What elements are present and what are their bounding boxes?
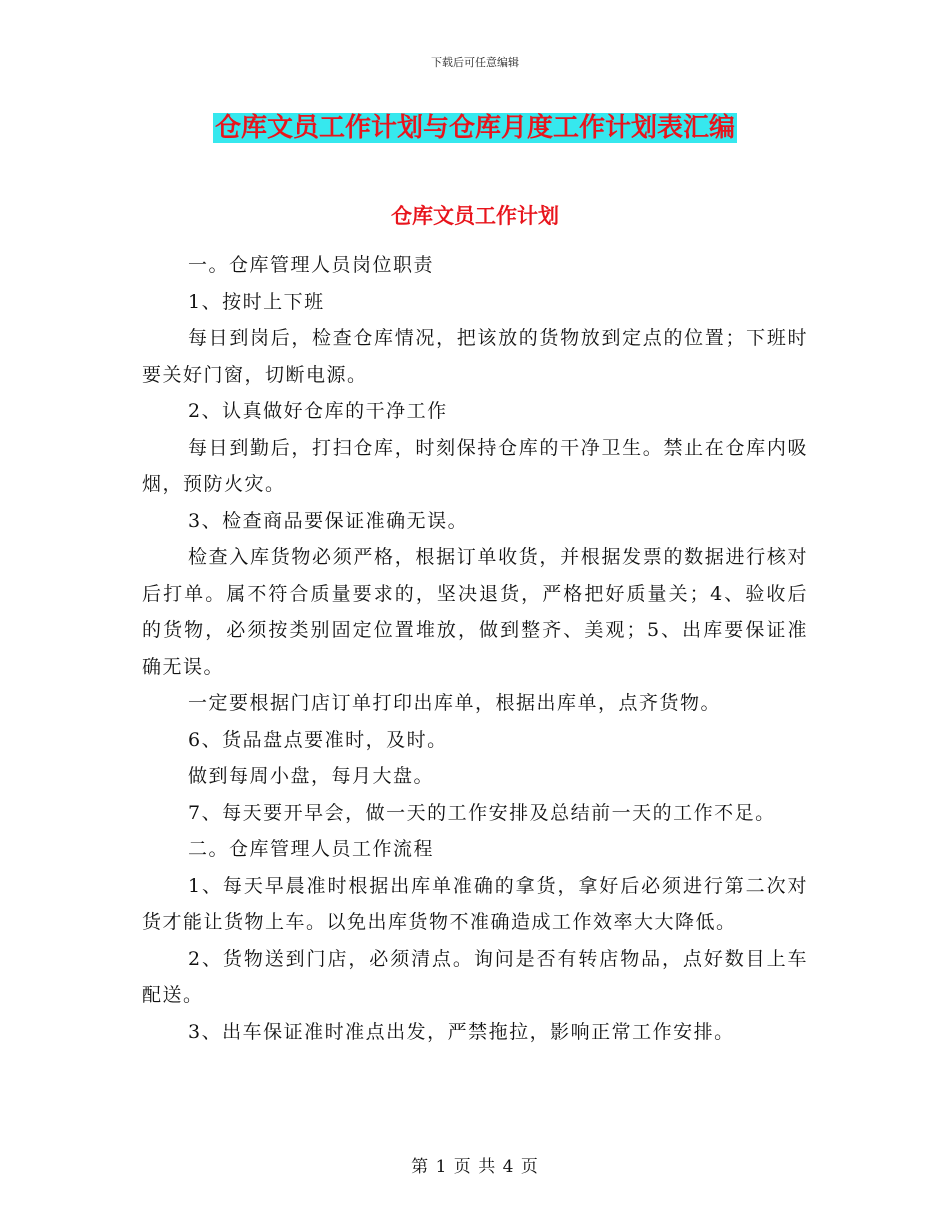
paragraph: 3、检查商品要保证准确无误。 <box>188 509 469 532</box>
paragraph: 一定要根据门店订单打印出库单，根据出库单，点齐货物。 <box>188 692 722 714</box>
paragraph: 一。仓库管理人员岗位职责 <box>188 254 435 276</box>
paragraph: 6、货品盘点要准时，及时。 <box>188 728 448 751</box>
paragraph: 3、出车保证准时准点出发，严禁拖拉，影响正常工作安排。 <box>188 1020 735 1043</box>
section-title: 仓库文员工作计划 <box>391 203 559 228</box>
paragraph: 二。仓库管理人员工作流程 <box>188 838 435 860</box>
page-header-note: 下载后可任意编辑 <box>431 56 519 69</box>
paragraph: 7、每天要开早会，做一天的工作安排及总结前一天的工作不足。 <box>188 801 776 824</box>
document-title <box>0 110 950 146</box>
paragraph: 2、认真做好仓库的干净工作 <box>188 400 448 422</box>
page-number-footer: 第 1 页 共 4 页 <box>411 1157 539 1177</box>
paragraph: 1、按时上下班 <box>188 290 325 313</box>
paragraph: 每日到岗后，检查仓库情况，把该放的货物放到定点的位置；下班时要关好门窗，切断电源。 <box>142 327 808 386</box>
document-body <box>142 247 808 1050</box>
paragraph: 做到每周小盘，每月大盘。 <box>188 765 435 787</box>
paragraph: 2、货物送到门店，必须清点。询问是否有转店物品，点好数目上车配送。 <box>142 947 808 1006</box>
paragraph: 每日到勤后，打扫仓库，时刻保持仓库的干净卫生。禁止在仓库内吸烟，预防火灾。 <box>142 436 808 495</box>
paragraph: 1、每天早晨准时根据出库单准确的拿货，拿好后必须进行第二次对货才能让货物上车。以免出库货物不准确造成工作效率大大降低。 <box>142 874 808 933</box>
document-title-text: 仓库文员工作计划与仓库月度工作计划表汇编 <box>214 113 735 143</box>
paragraph: 检查入库货物必须严格，根据订单收货，并根据发票的数据进行核对后打单。属不符合质量要求的，坚决退货，严格把好质量关；4、验收后的货物，必须按类别固定位置堆放，做到整齐、美观；5、出库要保证准确无误。 <box>142 546 808 678</box>
